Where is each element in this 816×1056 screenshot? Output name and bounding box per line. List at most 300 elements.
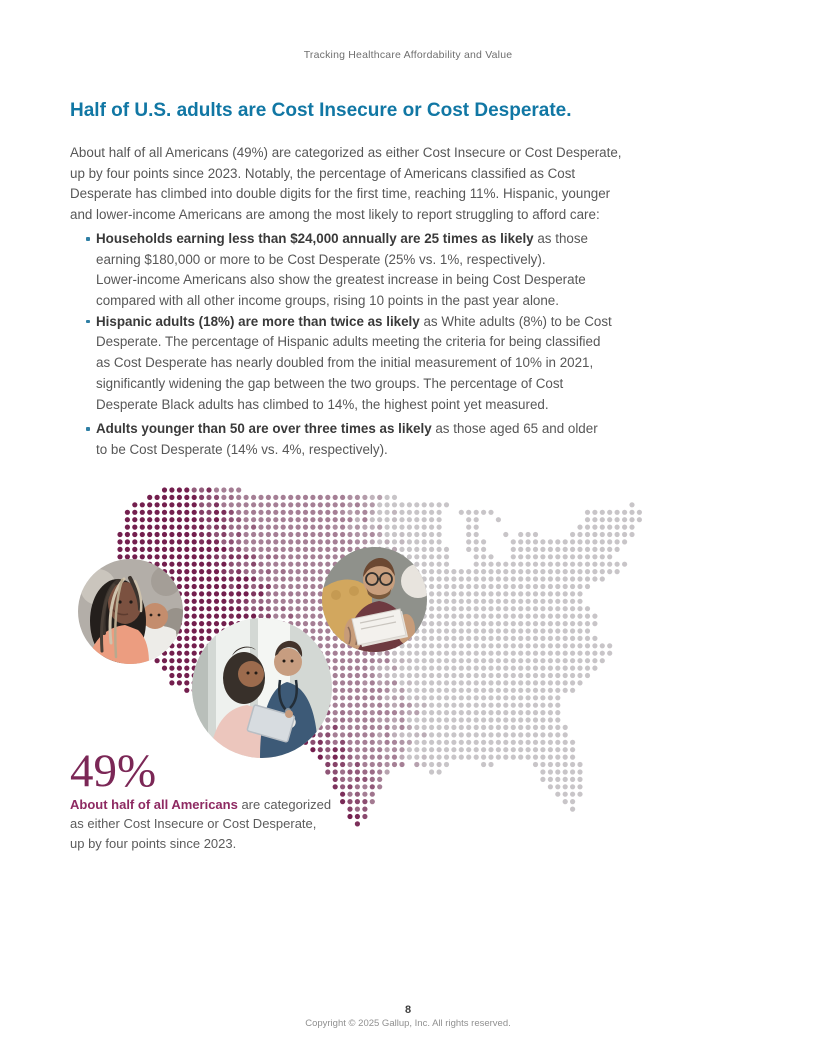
map-dot xyxy=(444,680,449,685)
map-dot xyxy=(355,658,360,663)
map-dot xyxy=(155,636,160,641)
map-dot xyxy=(199,569,204,574)
map-dot xyxy=(474,732,479,737)
map-dot xyxy=(615,539,620,544)
map-dot xyxy=(318,547,323,552)
map-dot xyxy=(125,547,130,552)
map-dot xyxy=(488,621,493,626)
map-dot xyxy=(592,651,597,656)
map-dot xyxy=(518,725,523,730)
map-dot xyxy=(355,502,360,507)
map-dot xyxy=(169,651,174,656)
map-dot xyxy=(147,569,152,574)
map-dot xyxy=(451,576,456,581)
map-dot xyxy=(340,651,345,656)
map-dot xyxy=(503,576,508,581)
map-dot xyxy=(192,688,197,693)
map-dot xyxy=(422,740,427,745)
map-dot xyxy=(637,517,642,522)
map-dot xyxy=(169,606,174,611)
map-dot xyxy=(258,666,263,671)
map-dot xyxy=(318,755,323,760)
map-dot xyxy=(563,673,568,678)
caption-line xyxy=(70,795,331,814)
map-dot xyxy=(370,532,375,537)
map-dot xyxy=(162,666,167,671)
map-dot xyxy=(511,666,516,671)
map-dot xyxy=(318,695,323,700)
map-dot xyxy=(481,554,486,559)
map-dot xyxy=(385,621,390,626)
map-dot xyxy=(266,658,271,663)
map-dot xyxy=(192,576,197,581)
map-dot xyxy=(296,599,301,604)
map-dot xyxy=(362,703,367,708)
map-dot xyxy=(325,769,330,774)
map-dot xyxy=(570,740,575,745)
map-dot xyxy=(399,628,404,633)
map-dot xyxy=(236,569,241,574)
map-dot xyxy=(481,599,486,604)
map-dot xyxy=(444,643,449,648)
bullet-marker-icon xyxy=(86,427,90,431)
map-dot xyxy=(340,525,345,530)
map-dot xyxy=(518,569,523,574)
map-dot xyxy=(444,554,449,559)
map-dot xyxy=(214,495,219,500)
map-dot xyxy=(347,621,352,626)
map-dot xyxy=(132,591,137,596)
map-dot xyxy=(488,747,493,752)
map-dot xyxy=(333,621,338,626)
map-dot xyxy=(511,688,516,693)
map-dot xyxy=(392,755,397,760)
map-dot xyxy=(422,599,427,604)
map-dot xyxy=(303,599,308,604)
map-dot xyxy=(333,717,338,722)
map-dot xyxy=(518,710,523,715)
map-dot xyxy=(132,599,137,604)
map-dot xyxy=(488,628,493,633)
map-dot xyxy=(399,606,404,611)
map-dot xyxy=(533,695,538,700)
map-dot xyxy=(399,614,404,619)
map-dot xyxy=(392,614,397,619)
map-dot xyxy=(258,502,263,507)
map-dot xyxy=(385,725,390,730)
map-dot xyxy=(377,747,382,752)
map-dot xyxy=(437,680,442,685)
map-dot xyxy=(162,510,167,515)
map-dot xyxy=(273,695,278,700)
bullet-line: earning $180,000 or more to be Cost Desperate (25% vs. 1%, respectively). xyxy=(96,251,546,267)
map-dot xyxy=(385,591,390,596)
map-dot xyxy=(437,725,442,730)
map-dot xyxy=(540,769,545,774)
map-dot xyxy=(518,584,523,589)
map-dot xyxy=(370,658,375,663)
map-dot xyxy=(140,628,145,633)
map-dot xyxy=(192,539,197,544)
map-dot xyxy=(370,792,375,797)
map-dot xyxy=(347,636,352,641)
map-dot xyxy=(155,621,160,626)
map-dot xyxy=(273,562,278,567)
map-dot xyxy=(236,680,241,685)
map-dot xyxy=(303,539,308,544)
map-dot xyxy=(526,717,531,722)
map-dot xyxy=(511,725,516,730)
map-dot xyxy=(347,502,352,507)
map-dot xyxy=(162,591,167,596)
map-dot xyxy=(548,651,553,656)
map-dot xyxy=(251,643,256,648)
map-dot xyxy=(474,755,479,760)
map-dot xyxy=(444,636,449,641)
map-dot xyxy=(229,614,234,619)
map-dot xyxy=(555,658,560,663)
map-dot xyxy=(488,688,493,693)
map-dot xyxy=(244,525,249,530)
map-dot xyxy=(563,628,568,633)
map-dot xyxy=(310,517,315,522)
map-dot xyxy=(563,651,568,656)
map-dot xyxy=(251,525,256,530)
map-dot xyxy=(199,576,204,581)
map-dot xyxy=(377,525,382,530)
map-dot xyxy=(422,554,427,559)
map-dot xyxy=(437,666,442,671)
map-dot xyxy=(340,547,345,552)
map-dot xyxy=(288,703,293,708)
map-dot xyxy=(392,591,397,596)
map-dot xyxy=(221,562,226,567)
map-dot xyxy=(577,792,582,797)
map-dot xyxy=(288,502,293,507)
map-dot xyxy=(607,539,612,544)
map-dot xyxy=(177,562,182,567)
map-dot xyxy=(273,614,278,619)
map-dot xyxy=(548,562,553,567)
map-dot xyxy=(169,673,174,678)
map-dot xyxy=(377,725,382,730)
map-dot xyxy=(162,532,167,537)
map-dot xyxy=(563,576,568,581)
map-dot xyxy=(236,614,241,619)
map-dot xyxy=(511,695,516,700)
map-dot xyxy=(132,584,137,589)
map-dot xyxy=(437,554,442,559)
map-dot xyxy=(429,762,434,767)
map-dot xyxy=(437,539,442,544)
map-dot xyxy=(488,710,493,715)
map-dot xyxy=(266,591,271,596)
map-dot xyxy=(540,717,545,722)
map-dot xyxy=(399,717,404,722)
map-dot xyxy=(407,703,412,708)
map-dot xyxy=(503,740,508,745)
map-dot xyxy=(310,747,315,752)
map-dot xyxy=(325,732,330,737)
map-dot xyxy=(548,717,553,722)
map-dot xyxy=(221,621,226,626)
map-dot xyxy=(206,688,211,693)
map-dot xyxy=(251,658,256,663)
map-dot xyxy=(385,680,390,685)
map-dot xyxy=(169,591,174,596)
map-dot xyxy=(466,569,471,574)
map-dot xyxy=(444,562,449,567)
map-dot xyxy=(318,510,323,515)
map-dot xyxy=(177,554,182,559)
map-dot xyxy=(169,614,174,619)
map-dot xyxy=(414,539,419,544)
map-dot xyxy=(347,599,352,604)
map-dot xyxy=(347,517,352,522)
map-dot xyxy=(206,651,211,656)
map-dot xyxy=(362,599,367,604)
map-dot xyxy=(511,554,516,559)
map-dot xyxy=(600,554,605,559)
map-dot xyxy=(488,606,493,611)
map-dot xyxy=(325,554,330,559)
map-dot xyxy=(347,651,352,656)
map-dot xyxy=(503,673,508,678)
map-dot xyxy=(273,651,278,656)
map-dot xyxy=(399,762,404,767)
map-dot xyxy=(325,569,330,574)
map-dot xyxy=(273,569,278,574)
map-dot xyxy=(184,532,189,537)
map-dot xyxy=(155,554,160,559)
map-dot xyxy=(303,666,308,671)
map-dot xyxy=(414,688,419,693)
map-dot xyxy=(399,569,404,574)
map-dot xyxy=(251,510,256,515)
caption-text: are categorized xyxy=(237,797,332,812)
map-dot xyxy=(503,695,508,700)
map-dot xyxy=(518,576,523,581)
map-dot xyxy=(555,688,560,693)
map-dot xyxy=(362,636,367,641)
map-dot xyxy=(511,539,516,544)
map-dot xyxy=(563,762,568,767)
map-dot xyxy=(429,599,434,604)
map-dot xyxy=(481,755,486,760)
map-dot xyxy=(355,777,360,782)
map-dot xyxy=(570,688,575,693)
map-dot xyxy=(303,562,308,567)
map-dot xyxy=(177,651,182,656)
map-dot xyxy=(192,510,197,515)
map-dot xyxy=(251,576,256,581)
map-dot xyxy=(273,502,278,507)
map-dot xyxy=(333,636,338,641)
map-dot xyxy=(563,747,568,752)
map-dot xyxy=(488,614,493,619)
map-dot xyxy=(577,651,582,656)
map-dot xyxy=(615,562,620,567)
us-dot-map xyxy=(117,487,651,831)
map-dot xyxy=(533,658,538,663)
map-dot xyxy=(399,725,404,730)
map-dot xyxy=(318,717,323,722)
map-dot xyxy=(206,510,211,515)
map-dot xyxy=(533,554,538,559)
map-dot xyxy=(570,606,575,611)
map-dot xyxy=(244,688,249,693)
map-dot xyxy=(548,599,553,604)
map-dot xyxy=(310,510,315,515)
map-dot xyxy=(244,532,249,537)
map-dot xyxy=(155,584,160,589)
map-dot xyxy=(414,591,419,596)
map-dot xyxy=(615,510,620,515)
map-dot xyxy=(206,628,211,633)
map-dot xyxy=(422,680,427,685)
map-dot xyxy=(184,554,189,559)
map-dot xyxy=(385,755,390,760)
map-dot xyxy=(555,562,560,567)
map-dot xyxy=(370,666,375,671)
map-dot xyxy=(281,576,286,581)
map-dot xyxy=(407,725,412,730)
map-dot xyxy=(288,576,293,581)
map-dot xyxy=(503,584,508,589)
map-dot xyxy=(563,688,568,693)
map-dot xyxy=(362,658,367,663)
map-dot xyxy=(362,621,367,626)
map-dot xyxy=(496,658,501,663)
map-dot xyxy=(229,695,234,700)
map-dot xyxy=(533,673,538,678)
map-dot xyxy=(429,710,434,715)
map-dot xyxy=(399,688,404,693)
map-dot xyxy=(206,525,211,530)
bullet-text: as those xyxy=(533,231,588,246)
map-dot xyxy=(511,643,516,648)
bullet-item-income xyxy=(86,229,612,312)
map-dot xyxy=(266,673,271,678)
map-dot xyxy=(444,614,449,619)
map-dot xyxy=(385,658,390,663)
map-dot xyxy=(444,695,449,700)
map-dot xyxy=(355,525,360,530)
map-dot xyxy=(459,695,464,700)
map-dot xyxy=(325,651,330,656)
map-dot xyxy=(563,599,568,604)
map-dot xyxy=(459,725,464,730)
map-dot xyxy=(399,755,404,760)
map-dot xyxy=(414,547,419,552)
map-dot xyxy=(214,547,219,552)
map-dot xyxy=(451,651,456,656)
map-dot xyxy=(563,643,568,648)
map-dot xyxy=(221,636,226,641)
map-dot xyxy=(429,576,434,581)
map-dot xyxy=(518,703,523,708)
map-dot xyxy=(325,495,330,500)
map-dot xyxy=(370,628,375,633)
map-dot xyxy=(511,591,516,596)
map-dot xyxy=(555,539,560,544)
map-dot xyxy=(577,532,582,537)
map-dot xyxy=(258,576,263,581)
map-dot xyxy=(155,569,160,574)
map-dot xyxy=(526,532,531,537)
map-dot xyxy=(399,591,404,596)
map-dot xyxy=(459,599,464,604)
map-dot xyxy=(266,651,271,656)
map-dot xyxy=(474,628,479,633)
map-dot xyxy=(555,666,560,671)
map-dot xyxy=(236,628,241,633)
map-dot xyxy=(511,673,516,678)
map-dot xyxy=(481,717,486,722)
map-dot xyxy=(370,614,375,619)
map-dot xyxy=(273,547,278,552)
map-dot xyxy=(592,576,597,581)
map-dot xyxy=(407,695,412,700)
map-dot xyxy=(266,688,271,693)
map-dot xyxy=(281,539,286,544)
map-dot xyxy=(236,673,241,678)
map-dot xyxy=(310,740,315,745)
map-dot xyxy=(548,755,553,760)
map-dot xyxy=(518,547,523,552)
map-dot xyxy=(385,651,390,656)
map-dot xyxy=(155,532,160,537)
map-dot xyxy=(355,576,360,581)
photo-mother-and-child xyxy=(78,559,183,664)
intro-line: up by four points since 2023. Notably, the percentage of Americans classified as Cost xyxy=(70,165,576,181)
map-dot xyxy=(555,732,560,737)
map-dot xyxy=(147,525,152,530)
map-dot xyxy=(429,517,434,522)
map-dot xyxy=(370,725,375,730)
map-dot xyxy=(392,666,397,671)
map-dot xyxy=(459,747,464,752)
map-dot xyxy=(518,673,523,678)
map-dot xyxy=(192,569,197,574)
map-dot xyxy=(399,510,404,515)
map-dot xyxy=(199,643,204,648)
map-dot xyxy=(533,710,538,715)
map-dot xyxy=(437,628,442,633)
map-dot xyxy=(236,651,241,656)
map-dot xyxy=(155,658,160,663)
map-dot xyxy=(244,628,249,633)
map-dot xyxy=(355,517,360,522)
map-dot xyxy=(347,740,352,745)
map-dot xyxy=(474,673,479,678)
map-dot xyxy=(303,673,308,678)
map-dot xyxy=(444,628,449,633)
map-dot xyxy=(147,539,152,544)
map-dot xyxy=(192,673,197,678)
map-dot xyxy=(184,569,189,574)
map-dot xyxy=(407,673,412,678)
map-dot xyxy=(318,628,323,633)
map-dot xyxy=(184,651,189,656)
map-dot xyxy=(258,614,263,619)
map-dot xyxy=(296,680,301,685)
map-dot xyxy=(444,688,449,693)
map-dot xyxy=(622,525,627,530)
map-dot xyxy=(347,614,352,619)
map-dot xyxy=(258,525,263,530)
map-dot xyxy=(511,747,516,752)
